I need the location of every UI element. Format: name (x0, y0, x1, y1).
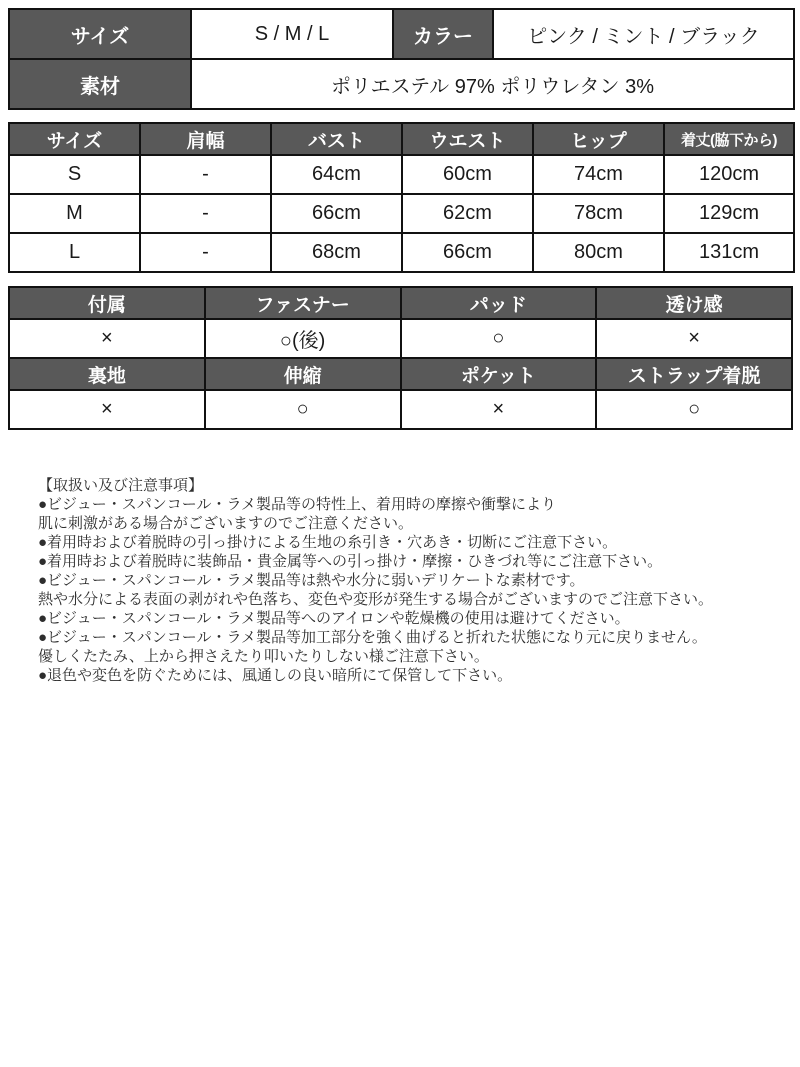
header-cell-length: 着丈(脇下から) (664, 123, 794, 155)
cell-lining-value: × (9, 390, 205, 429)
care-note-line: ●着用時および着脱時に装飾品・貴金属等への引っ掛け・摩擦・ひきづれ等にご注意下さい。 (38, 553, 663, 570)
cell: 66cm (402, 233, 533, 272)
features-header-row-1 (9, 287, 792, 319)
cell: S (9, 155, 140, 194)
measurements-table (8, 122, 795, 273)
color-value-cell: ピンク / ミント / ブラック (493, 9, 794, 59)
features-value-row-1 (9, 319, 792, 358)
cell-pocket-value: × (401, 390, 597, 429)
care-note-line: ●ビジュー・スパンコール・ラメ製品等は熱や水分に弱いデリケートな素材です。 (38, 572, 585, 589)
care-note-line: ●退色や変色を防ぐためには、風通しの良い暗所にて保管して下さい。 (38, 667, 513, 684)
header-cell-waist: ウエスト (402, 123, 533, 155)
cell: L (9, 233, 140, 272)
care-note-line: ●ビジュー・スパンコール・ラメ製品等の特性上、着用時の摩擦や衝撃により (38, 496, 557, 513)
header-cell-bust: バスト (271, 123, 402, 155)
table-row-size-l (9, 233, 794, 272)
care-note-line: 肌に刺激がある場合がございますのでご注意ください。 (38, 515, 414, 532)
care-note-line: ●ビジュー・スパンコール・ラメ製品等へのアイロンや乾燥機の使用は避けてください。 (38, 610, 630, 627)
header-cell-zipper: ファスナー (205, 287, 401, 319)
header-cell-pad: パッド (401, 287, 597, 319)
cell: 120cm (664, 155, 794, 194)
cell-strap-value: ○ (596, 390, 792, 429)
color-label-cell: カラー (393, 9, 493, 59)
header-cell-hip: ヒップ (533, 123, 664, 155)
care-note-line: 熱や水分による表面の剥がれや色落ち、変色や変形が発生する場合がございますのでご注意下さい。 (38, 591, 714, 608)
material-value-cell: ポリエステル 97% ポリウレタン 3% (191, 59, 794, 109)
header-cell-shoulder: 肩幅 (140, 123, 271, 155)
cell-accessory-value: × (9, 319, 205, 358)
cell: 131cm (664, 233, 794, 272)
cell: 62cm (402, 194, 533, 233)
size-label-cell: サイズ (9, 9, 191, 59)
header-cell-size: サイズ (9, 123, 140, 155)
cell: 64cm (271, 155, 402, 194)
header-cell-accessory: 付属 (9, 287, 205, 319)
features-table (8, 286, 793, 430)
cell-zipper-value: ○(後) (205, 319, 401, 358)
care-notes (8, 476, 793, 685)
header-cell-stretch: 伸縮 (205, 358, 401, 390)
cell: 66cm (271, 194, 402, 233)
size-value-cell: S / M / L (191, 9, 393, 59)
header-cell-lining: 裏地 (9, 358, 205, 390)
cell: 68cm (271, 233, 402, 272)
size-color-material-table (8, 8, 795, 110)
cell-sheerness-value: × (596, 319, 792, 358)
cell: 60cm (402, 155, 533, 194)
features-value-row-2 (9, 390, 792, 429)
header-cell-sheerness: 透け感 (596, 287, 792, 319)
cell: - (140, 194, 271, 233)
cell: - (140, 233, 271, 272)
cell: 78cm (533, 194, 664, 233)
care-notes-title: 【取扱い及び注意事項】 (38, 477, 204, 494)
cell: 80cm (533, 233, 664, 272)
care-note-line: ●着用時および着脱時の引っ掛けによる生地の糸引き・穴あき・切断にご注意下さい。 (38, 534, 618, 551)
care-note-line: ●ビジュー・スパンコール・ラメ製品等加工部分を強く曲げると折れた状態になり元に戻りません。 (38, 629, 707, 646)
cell: 129cm (664, 194, 794, 233)
material-label-cell: 素材 (9, 59, 191, 109)
cell-stretch-value: ○ (205, 390, 401, 429)
header-cell-strap: ストラップ着脱 (596, 358, 792, 390)
table-row (9, 59, 794, 109)
features-header-row-2 (9, 358, 792, 390)
table-row (9, 9, 794, 59)
cell-pad-value: ○ (401, 319, 597, 358)
measurements-header-row (9, 123, 794, 155)
cell: - (140, 155, 271, 194)
cell: 74cm (533, 155, 664, 194)
care-note-line: 優しくたたみ、上から押さえたり叩いたりしない様ご注意下さい。 (38, 648, 489, 665)
cell: M (9, 194, 140, 233)
table-row-size-s (9, 155, 794, 194)
header-cell-pocket: ポケット (401, 358, 597, 390)
table-row-size-m (9, 194, 794, 233)
